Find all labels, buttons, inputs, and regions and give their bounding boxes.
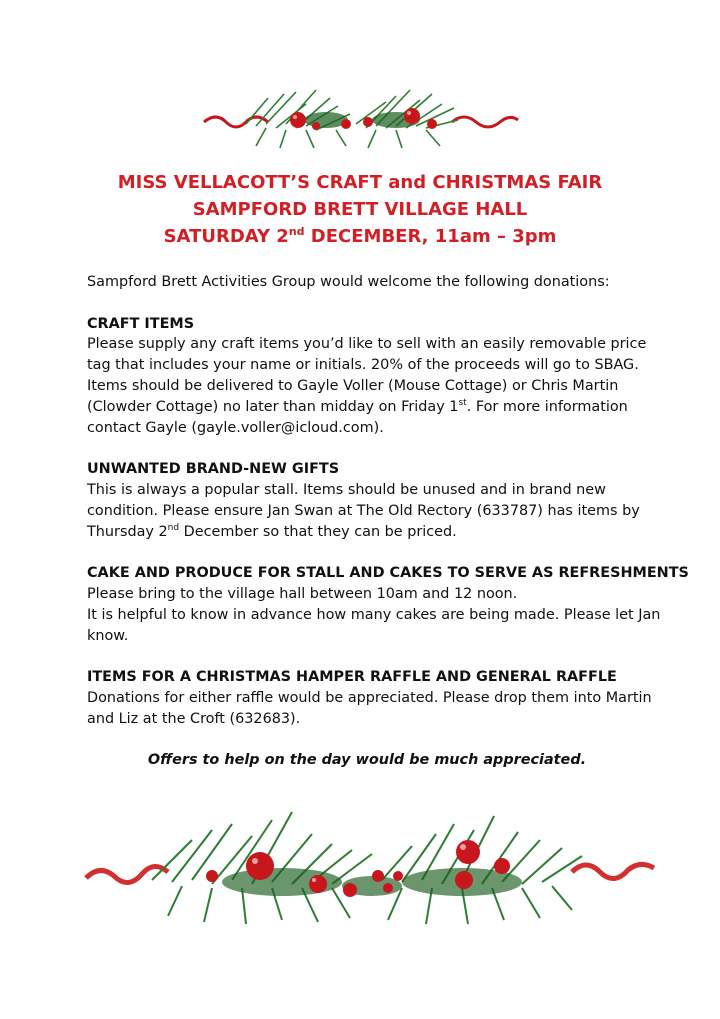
title-line-2: SAMPFORD BRETT VILLAGE HALL	[192, 199, 528, 220]
christmas-garland-top-image	[196, 84, 524, 150]
title-line-1: MISS VELLACOTT’S CRAFT and CHRISTMAS FAIR	[117, 172, 603, 193]
intro-paragraph: Sampford Brett Activities Group would welcome the following donations:	[87, 274, 610, 290]
closing-note: Offers to help on the day would be much appreciated.	[147, 752, 587, 769]
raffle-heading: ITEMS FOR A CHRISTMAS HAMPER RAFFLE AND GENERAL RAFFLE	[87, 669, 617, 686]
unwanted-gifts-heading: UNWANTED BRAND-NEW GIFTS	[87, 461, 340, 478]
raffle-section: ITEMS FOR A CHRISTMAS HAMPER RAFFLE AND GENERAL RAFFLE Donations for either raffle would be appreciated. Please drop them into Martin and Liz at the Croft (632683).	[87, 669, 652, 727]
cake-produce-heading: CAKE AND PRODUCE FOR STALL AND CAKES TO SERVE AS REFRESHMENTS	[87, 565, 689, 582]
document-body	[87, 272, 689, 792]
event-title	[60, 169, 660, 250]
title-line-3: SATURDAY 2nd DECEMBER, 11am – 3pm	[163, 225, 557, 247]
craft-items-heading: CRAFT ITEMS	[87, 315, 195, 332]
christmas-garland-bottom-image	[82, 810, 658, 930]
unwanted-gifts-section: UNWANTED BRAND-NEW GIFTS This is always a popular stall. Items should be unused and in brand new condition. Please ensure Jan Swan at The Old Rectory (633787) has items by Thursday 2nd December so that they can be priced.	[87, 459, 647, 542]
craft-items-section: CRAFT ITEMS Please supply any craft items you’d like to sell with an easily removable price tag that includes your name or initials. 20% of the proceeds will go to SBAG. Items should be delivered to Gayle Voller (Mouse Cottage) or Chris Martin (Clowder Cottage) no later than midday on Friday 1st. For more information contact Gayle (gayle.voller@icloud.com).	[87, 315, 647, 436]
cake-produce-section: CAKE AND PRODUCE FOR STALL AND CAKES TO SERVE AS REFRESHMENTS Please bring to the village hall between 10am and 12 noon. It is helpful to know in advance how many cakes are being made. Please let Jan know.	[87, 565, 689, 644]
